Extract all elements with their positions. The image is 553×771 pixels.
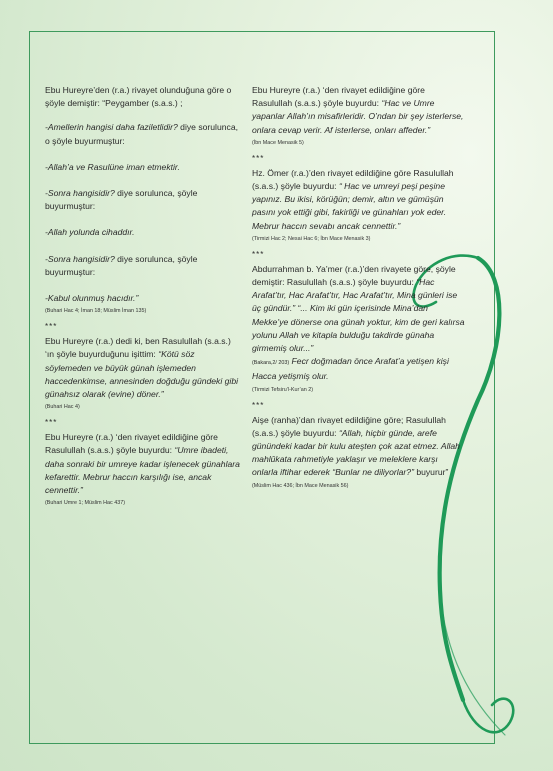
right-column bbox=[252, 84, 465, 497]
hadith-5-reference: (Tirmizi Hac 2; Nesai Hac 6; İbn Mace Menasik 3) bbox=[252, 235, 371, 242]
question-tail: diye sorulunca, o şöyle buyurmuştur: bbox=[45, 122, 238, 146]
hadith-1-intro: Ebu Hureyre’den (r.a.) rivayet olunduğuna göre o şöyle demiştir: “Peygamber (s.a.s.) ; bbox=[45, 85, 232, 109]
question-tail: diye sorulunca, şöyle buyurmuştur: bbox=[45, 188, 198, 212]
hadith-3-reference: (Buhari Umre 1; Müslim Hac 437) bbox=[45, 500, 125, 507]
separator: *** bbox=[252, 400, 265, 410]
hadith-7-tail: buyurur” bbox=[416, 467, 449, 478]
hadith-3-intro: Ebu Hureyre (r.a.) ‘den rivayet edildiğine göre Rasulullah (s.a.s.) şöyle buyurdu: bbox=[45, 432, 218, 456]
hadith-2-intro: Ebu Hureyre (r.a.) dedi ki, ben Rasulullah (s.a.s.) ‘ın şöyle buyurduğunu işittim: bbox=[45, 336, 231, 360]
hadith-4-reference: (İbn Mace Menasik 5) bbox=[252, 139, 304, 146]
question-text: -Sonra hangisidir? bbox=[45, 188, 115, 199]
hadith-5-intro: Hz. Ömer (r.a.)’den rivayet edildiğine göre Rasulullah (s.a.s.) şöyle buyurdu: bbox=[252, 167, 454, 192]
hadith-7-intro: Aişe (ranha)’dan rivayet edildiğine göre; Rasulullah (s.a.s.) şöyle buyurdu: bbox=[252, 414, 446, 438]
hadith-3-text bbox=[45, 431, 240, 497]
hadith-6-text bbox=[252, 263, 465, 355]
hadith-2-quote: “Kötü söz söylemeden ve büyük günah işlemeden haccedenkimse, annesinden doğduğu gündeki gibi günahsız olarak (evine) döner.” bbox=[45, 349, 239, 400]
hadith-7-text bbox=[252, 414, 465, 480]
hadith-1-answer-2: -Allah yolunda cihaddır. bbox=[45, 227, 135, 238]
hadith-4-text bbox=[252, 84, 465, 137]
question-tail: diye sorulunca, şöyle buyurmuştur: bbox=[45, 253, 198, 277]
hadith-5-text bbox=[252, 167, 465, 233]
hadith-1-reference: (Buhari Hac 4; İman 18; Müslim İman 135) bbox=[45, 308, 147, 315]
separator: *** bbox=[252, 249, 265, 259]
separator: *** bbox=[45, 418, 58, 428]
hadith-5-quote: “ Hac ve umreyi peşi peşine yapınız. Bu ikisi, körüğün; demir, altın ve gümüşün pasını yok ettiği gibi, fakirliği ve günahları yok eder. Mebrur haccın sevabı ancak cennettir.” bbox=[252, 181, 447, 231]
hadith-4-intro: Ebu Hureyre (r.a.) ‘den rivayet edildiğine göre Rasulullah (s.a.s.) şöyle buyurdu: bbox=[252, 85, 425, 109]
question-text: -Amellerin hangisi daha faziletlidir? bbox=[45, 122, 178, 133]
hadith-6-tail: Fecr doğmadan önce Arafat’a yetişen kişi Hacca yetişmiş olur. bbox=[252, 356, 449, 382]
hadith-6-quote: “Hac Arafat’tır, Hac Arafat’tır, Hac Arafat’tır, Mina günleri ise üç gündür.” “... Kim iki gün içerisinde Mina’dan Mekke’ye dönerse ona günah yoktur, kim de geri kalırsa yolunu Allah ve kitapla bulduğu takdirde günaha girmemiş olur...” bbox=[252, 277, 465, 354]
hadith-1-question-2 bbox=[45, 187, 240, 213]
hadith-2-text bbox=[45, 335, 240, 401]
separator: *** bbox=[45, 322, 58, 332]
separator: *** bbox=[252, 153, 265, 163]
hadith-6-intro: Abdurrahman b. Ya’mer (r.a.)’den rivayete göre, şöyle demiştir: Rasulullah (s.a.s.) şöyle buyurdu: bbox=[252, 263, 456, 288]
hadith-1-answer-3: -Kabul olunmuş hacıdır.” bbox=[45, 293, 139, 304]
hadith-7-reference: (Müslim Hac 436; İbn Mace Menasik 56) bbox=[252, 482, 349, 489]
question-text: -Sonra hangisidir? bbox=[45, 253, 115, 264]
hadith-6-continuation bbox=[252, 355, 465, 383]
hadith-1-answer-1: -Allah’a ve Rasulüne iman etmektir. bbox=[45, 161, 180, 172]
hadith-6-reference: (Tirmizi Tefsiru’l-Kur’an 2) bbox=[252, 386, 314, 393]
hadith-6-inline-reference: (Bakara,2/ 203) bbox=[252, 360, 290, 367]
hadith-4-quote: “Hac ve Umre yapanlar Allah’ın misafirleridir. O’ndan bir şey isterlerse, onlara cevap verir. Af isterlerse, onları affeder.” bbox=[252, 98, 464, 135]
left-column bbox=[45, 84, 240, 514]
hadith-1-question-1 bbox=[45, 121, 240, 147]
hadith-1-question-3 bbox=[45, 253, 240, 279]
hadith-2-reference: (Buhari Hac 4) bbox=[45, 404, 80, 411]
hadith-3-quote: “Umre ibadeti, daha sonraki bir umreye kadar işlenecek günahlara kefarettir. Mebrur haccın karşılığı ise, ancak cennettir.” bbox=[45, 445, 240, 496]
hadith-7-quote: “Allah, hiçbir günde, arefe günündeki kadar bir kulu ateşten çok azat etmez. Allah mahlûkata rahmetiyle yaklaşır ve meleklere karşı onlarla iftihar ederek “Bunlar ne diliyorlar?” bbox=[252, 427, 460, 478]
